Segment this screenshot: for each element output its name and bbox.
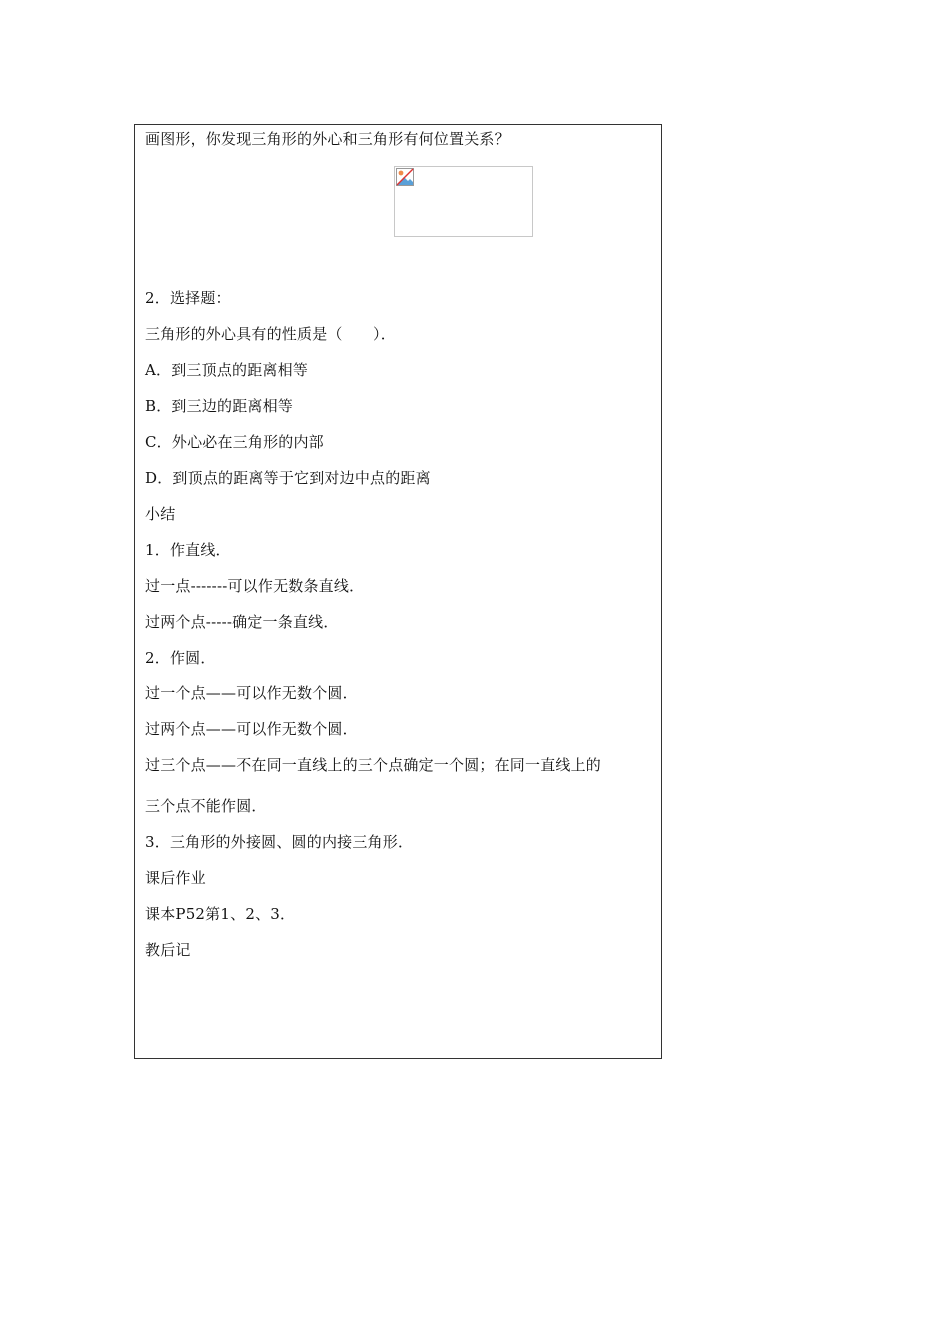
mcq-heading: 2．选择题： — [145, 289, 231, 307]
mcq-stem: 三角形的外心具有的性质是（ ）． — [145, 325, 396, 343]
question-intro: 画图形，你发现三角形的外心和三角形有何位置关系？ — [145, 130, 510, 148]
mcq-option-c: C．外心必在三角形的内部 — [145, 433, 324, 451]
reflection-title: 教后记 — [145, 941, 191, 959]
summary-item: 过两个点-----确定一条直线． — [145, 613, 339, 631]
summary-item: 三个点不能作圆． — [145, 797, 267, 815]
mcq-option-a: A．到三顶点的距离相等 — [145, 361, 309, 379]
summary-item: 过三个点——不在同一直线上的三个点确定一个圆；在同一直线上的 — [145, 756, 602, 774]
summary-item: 过一点-------可以作无数条直线． — [145, 577, 365, 595]
homework-title: 课后作业 — [145, 869, 206, 887]
mcq-option-b: B．到三边的距离相等 — [145, 397, 294, 415]
summary-item: 2．作圆． — [145, 649, 216, 667]
summary-item: 1．作直线． — [145, 541, 231, 559]
summary-item: 过一个点——可以作无数个圆． — [145, 684, 358, 702]
summary-item: 3．三角形的外接圆、圆的内接三角形． — [145, 833, 414, 851]
broken-image-icon — [396, 168, 414, 186]
homework-text: 课本P52第1、2、3． — [145, 905, 296, 923]
summary-item: 过两个点——可以作无数个圆． — [145, 720, 358, 738]
summary-title: 小结 — [145, 505, 176, 523]
mcq-option-d: D．到顶点的距离等于它到对边中点的距离 — [145, 469, 431, 487]
figure-placeholder — [394, 166, 533, 237]
